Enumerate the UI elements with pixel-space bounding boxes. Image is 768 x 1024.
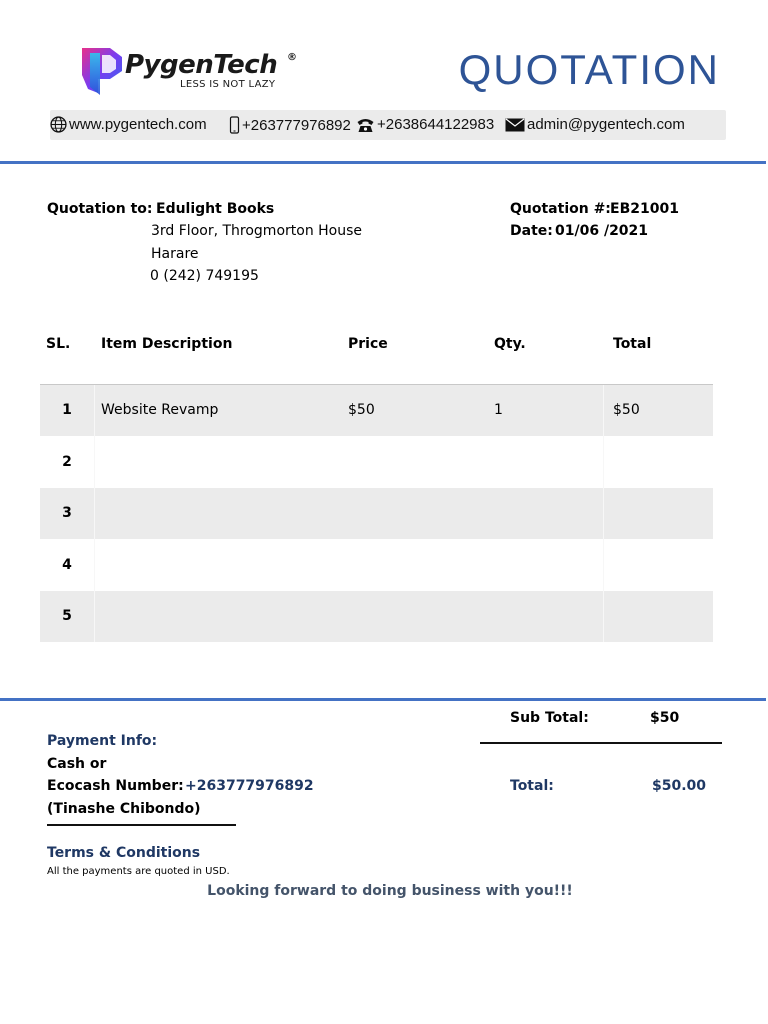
table-column-divider xyxy=(603,385,604,642)
contact-phone-text: +2638644122983 xyxy=(377,116,495,133)
table-row xyxy=(40,488,713,539)
terms-heading: Terms & Conditions xyxy=(47,845,201,861)
subtotal-value: $50 xyxy=(650,710,680,726)
header-sl: SL. xyxy=(46,336,71,352)
subtotal-underline xyxy=(480,742,722,744)
row-qty: 1 xyxy=(494,402,503,418)
row-price: $50 xyxy=(348,402,375,418)
total-label: Total: xyxy=(510,778,554,794)
row-sl: 4 xyxy=(62,557,72,573)
header-qty: Qty. xyxy=(494,336,526,352)
table-row xyxy=(40,539,713,590)
header-price: Price xyxy=(348,336,388,352)
contact-mobile-text: +263777976892 xyxy=(242,116,351,134)
payment-method-line: Cash or xyxy=(47,756,107,772)
quotation-number-label: Quotation #: xyxy=(510,201,611,217)
payment-underline xyxy=(47,824,236,826)
contact-mobile[interactable] xyxy=(229,116,351,134)
account-name: (Tinashe Chibondo) xyxy=(47,801,201,817)
registered-mark: ® xyxy=(287,52,297,63)
header-divider xyxy=(0,161,766,164)
date-value: 01/06 /2021 xyxy=(555,223,649,239)
row-total: $50 xyxy=(613,402,640,418)
payment-info-heading: Payment Info: xyxy=(47,733,158,749)
total-value: $50.00 xyxy=(652,778,707,794)
terms-text: All the payments are quoted in USD. xyxy=(47,866,230,877)
brand-name: PygenTech xyxy=(125,50,278,80)
row-description: Website Revamp xyxy=(101,402,219,418)
row-sl: 5 xyxy=(62,608,72,624)
recipient-name: Edulight Books xyxy=(156,201,275,217)
recipient-address-line1: 3rd Floor, Throgmorton House xyxy=(151,223,363,239)
quotation-to-label: Quotation to: xyxy=(47,201,153,217)
quotation-number: EB21001 xyxy=(610,201,679,217)
header-total: Total xyxy=(613,336,652,352)
date-label: Date: xyxy=(510,223,553,239)
globe-icon xyxy=(50,116,67,133)
telephone-icon xyxy=(356,117,375,133)
ecocash-number: +263777976892 xyxy=(185,778,314,794)
footer-divider xyxy=(0,698,766,701)
recipient-address-line2: Harare xyxy=(151,246,199,262)
closing-message: Looking forward to doing business with you!!! xyxy=(207,883,573,899)
row-sl: 2 xyxy=(62,454,72,470)
contact-email[interactable] xyxy=(505,116,685,133)
brand-tagline: LESS IS NOT LAZY xyxy=(180,79,276,90)
header-description: Item Description xyxy=(101,336,233,352)
table-row xyxy=(40,591,713,642)
contact-website-text: www.pygentech.com xyxy=(69,116,207,133)
contact-website[interactable] xyxy=(50,116,207,133)
table-column-divider xyxy=(94,385,95,642)
row-sl: 1 xyxy=(62,402,72,418)
recipient-phone: 0 (242) 749195 xyxy=(150,268,259,284)
envelope-icon xyxy=(505,118,525,132)
subtotal-label: Sub Total: xyxy=(510,710,589,726)
table-row xyxy=(40,436,713,487)
contact-phone[interactable] xyxy=(356,116,494,133)
mobile-phone-icon xyxy=(229,116,240,134)
logo-mark xyxy=(80,45,126,97)
ecocash-label: Ecocash Number: xyxy=(47,778,184,794)
document-title: QUOTATION xyxy=(458,46,720,93)
contact-email-text: admin@pygentech.com xyxy=(527,116,685,133)
row-sl: 3 xyxy=(62,505,72,521)
